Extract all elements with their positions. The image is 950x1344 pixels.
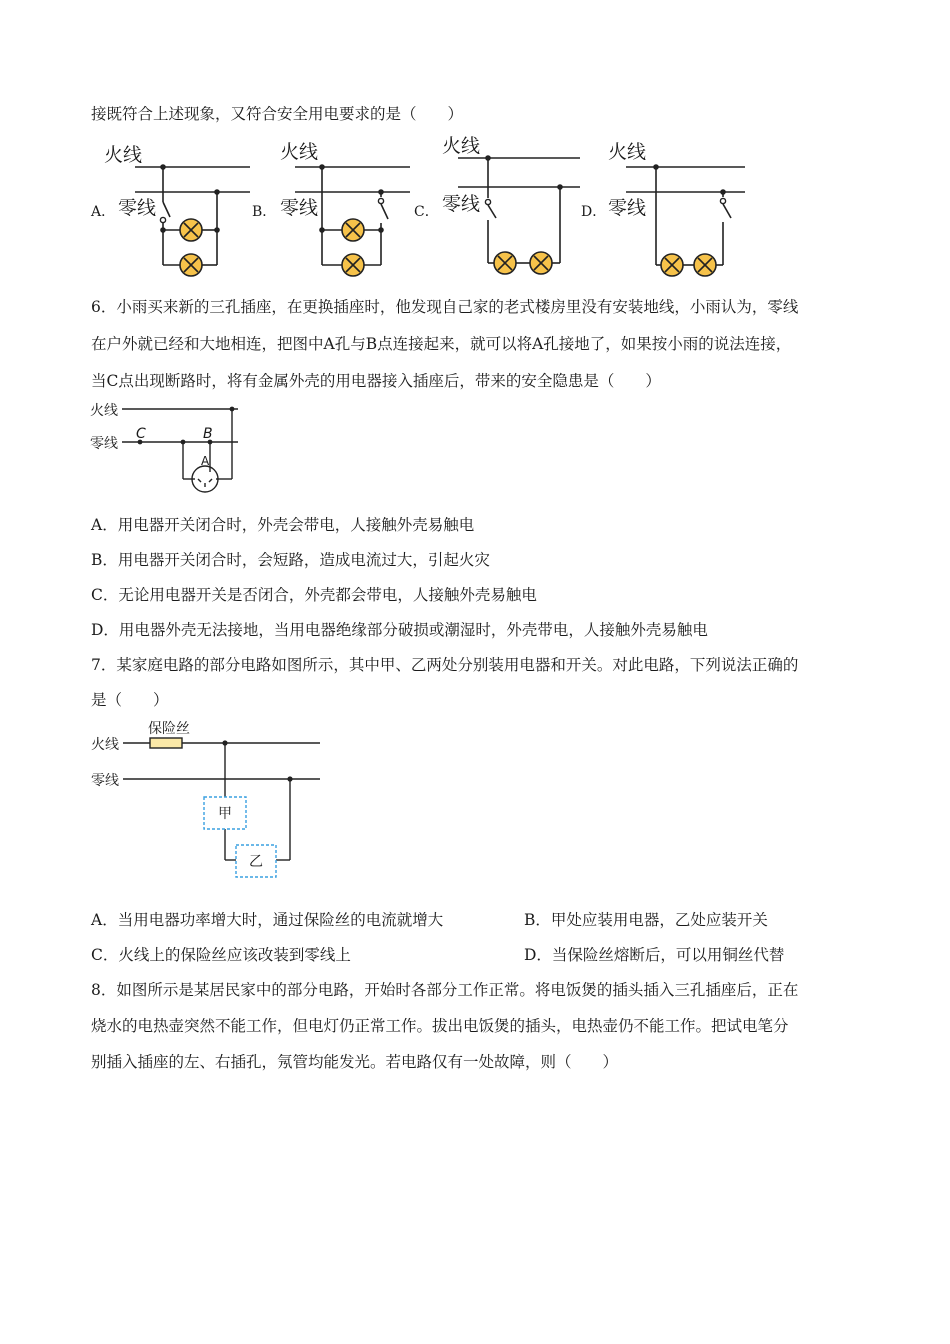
q6-option-a: A．用电器开关闭合时，外壳会带电，人接触外壳易触电: [91, 516, 475, 534]
q5-option-b-letter: B．: [252, 204, 277, 220]
lamp-icon: [530, 252, 552, 274]
q5-circuit-figures: [90, 130, 770, 280]
lamp-icon: [661, 254, 683, 276]
lamp-icon: [180, 219, 202, 241]
lamp-icon: [494, 252, 516, 274]
q6-stem-line-1: 6．小雨买来新的三孔插座，在更换插座时，他发现自己家的老式楼房里没有安装地线，小雨认为，零线: [91, 298, 799, 316]
q7-stem-line-2: 是（ ）: [91, 691, 169, 709]
q5-option-d-letter: D．: [581, 204, 607, 220]
q6-hole-a: A: [201, 454, 210, 468]
q5-d-neutral-label: 零线: [608, 197, 647, 219]
q5-c-neutral-label: 零线: [442, 193, 481, 215]
q6-point-c: C: [136, 426, 146, 442]
q6-option-c: C．无论用电器开关是否闭合，外壳都会带电，人接触外壳易触电: [91, 586, 537, 604]
q6-point-b: B: [203, 426, 213, 442]
q7-option-c: C．火线上的保险丝应该改装到零线上: [91, 946, 351, 964]
q6-option-b: B．用电器开关闭合时，会短路，造成电流过大，引起火灾: [91, 551, 490, 569]
q7-box-jia-label: 甲: [218, 806, 232, 822]
q8-stem-line-1: 8．如图所示是某居民家中的部分电路，开始时各部分工作正常。将电饭煲的插头插入三孔插座后，正在: [91, 981, 799, 999]
q5-b-live-label: 火线: [280, 141, 319, 163]
q7-circuit-figure: [88, 715, 328, 885]
q6-stem-line-3: 当C点出现断路时，将有金属外壳的用电器接入插座后，带来的安全隐患是（ ）: [91, 372, 661, 390]
q7-stem-line-1: 7．某家庭电路的部分电路如图所示，其中甲、乙两处分别装用电器和开关。对此电路，下列说法正确的: [91, 656, 799, 674]
q6-stem-line-2: 在户外就已经和大地相连，把图中A孔与B点连接起来，就可以将A孔接地了，如果按小雨的说法连接，: [91, 335, 792, 353]
lamp-icon: [180, 254, 202, 276]
q5-stem-tail: 接既符合上述现象，又符合安全用电要求的是（ ）: [91, 105, 464, 123]
q5-option-c-letter: C．: [414, 204, 439, 220]
lamp-icon: [694, 254, 716, 276]
q5-b-neutral-label: 零线: [280, 197, 319, 219]
q6-circuit-figure: [88, 395, 258, 505]
q6-live-label: 火线: [90, 403, 118, 419]
q5-a-live-label: 火线: [104, 144, 143, 166]
q7-option-b: B．甲处应装用电器，乙处应装开关: [524, 911, 768, 929]
lamp-icon: [342, 254, 364, 276]
q6-neutral-label: 零线: [90, 436, 118, 452]
q8-stem-line-3: 别插入插座的左、右插孔，氖管均能发光。若电路仅有一处故障，则（ ）: [91, 1053, 619, 1071]
q7-fuse-label: 保险丝: [148, 721, 190, 737]
q5-option-a-letter: A．: [91, 204, 116, 220]
q7-neutral-label: 零线: [91, 773, 119, 789]
q7-option-d: D．当保险丝熔断后，可以用铜丝代替: [524, 946, 785, 964]
q8-stem-line-2: 烧水的电热壶突然不能工作，但电灯仍正常工作。拔出电饭煲的插头，电热壶仍不能工作。把试电笔分: [91, 1017, 789, 1035]
q6-option-d: D．用电器外壳无法接地，当用电器绝缘部分破损或潮湿时，外壳带电，人接触外壳易触电: [91, 621, 708, 639]
lamp-icon: [342, 219, 364, 241]
q7-option-a: A．当用电器功率增大时，通过保险丝的电流就增大: [91, 911, 444, 929]
q5-c-live-label: 火线: [442, 135, 481, 157]
q5-d-live-label: 火线: [608, 141, 647, 163]
q7-live-label: 火线: [91, 737, 119, 753]
q5-a-neutral-label: 零线: [118, 197, 157, 219]
q7-box-yi-label: 乙: [249, 854, 263, 870]
